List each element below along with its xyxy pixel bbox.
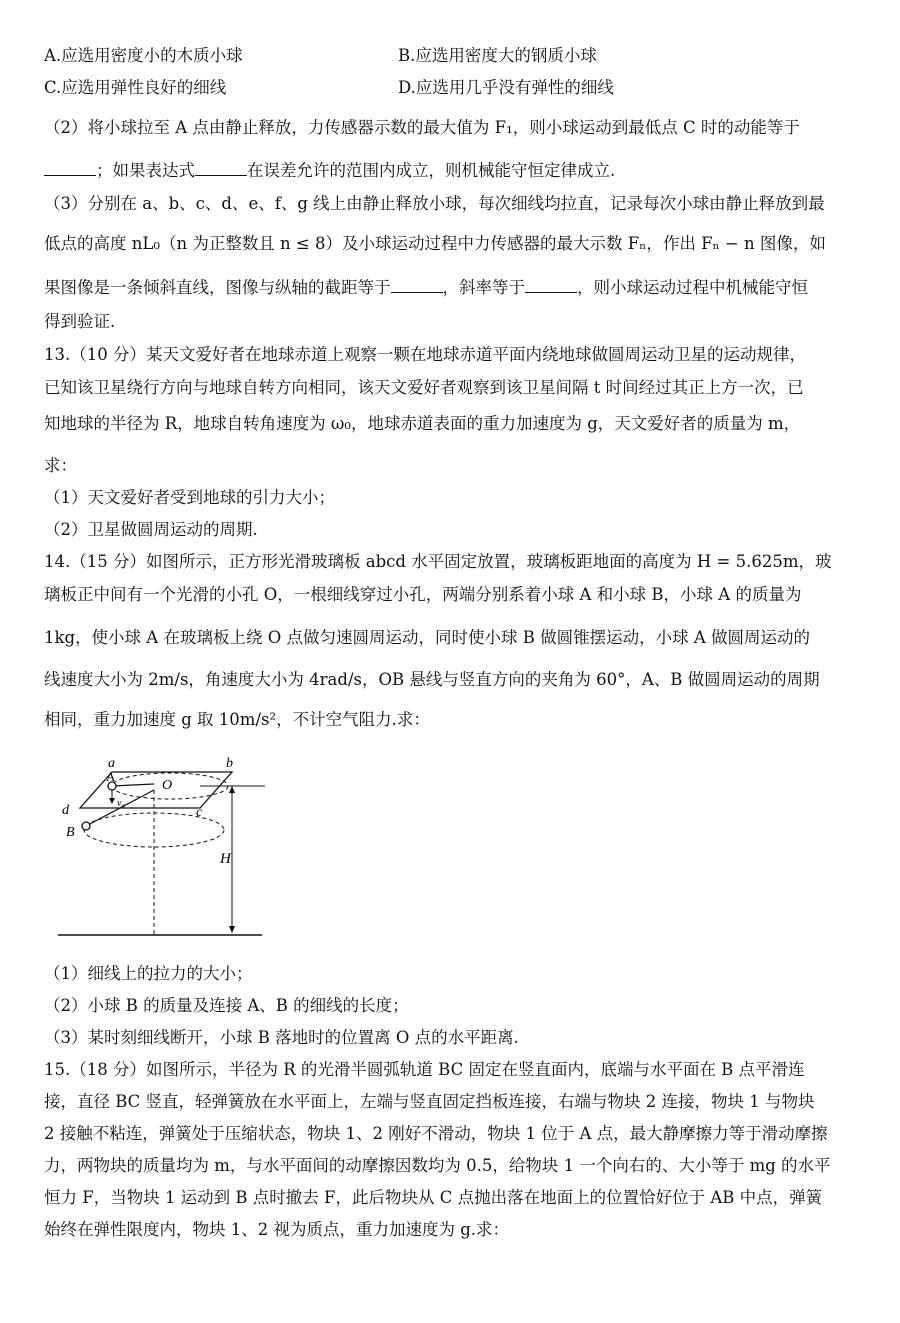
glass-plate-figure <box>50 750 265 940</box>
height-arrow-bottom <box>229 926 235 933</box>
q15-line3: 2 接触不粘连，弹簧处于压缩状态，物块 1、2 刚好不滑动，物块 1 位于 A 点，最大静摩擦力等于滑动摩擦 <box>44 1124 828 1143</box>
q14-line4: 线速度大小为 2m/s，角速度大小为 4rad/s，OB 悬线与竖直方向的夹角为 60°，A、B 做圆周运动的周期 <box>44 670 820 689</box>
label-ball-b: B <box>66 825 75 840</box>
q15-line6: 始终在弹性限度内，物块 1、2 视为质点，重力加速度为 g.求： <box>44 1220 510 1239</box>
q12-3-line1: （3）分别在 a、b、c、d、e、f、g 线上由静止释放小球，每次细线均拉直，记录每次小球由静止释放到最 <box>44 194 825 213</box>
q13-sub1: （1）天文爱好者受到地球的引力大小； <box>44 488 335 507</box>
q12-3-line3: 果图像是一条倾斜直线，图像与纵轴的截距等于 ，斜率等于 ，则小球运动过程中机械能守恒 <box>44 278 808 297</box>
q14-line3: 1kg，使小球 A 在玻璃板上绕 O 点做匀速圆周运动，同时使小球 B 做圆锥摆运动，小球 A 做圆周运动的 <box>44 628 811 647</box>
label-ball-a: A <box>106 769 116 784</box>
label-o: O <box>162 778 173 793</box>
q13-line1: 13.（10 分）某天文爱好者在地球赤道上观察一颗在地球赤道平面内绕地球做圆周运动卫星的运动规律， <box>44 345 806 364</box>
q14-line5: 相同，重力加速度 g 取 10m/s²，不计空气阻力.求： <box>44 710 430 729</box>
q14-sub2: （2）小球 B 的质量及连接 A、B 的细线的长度； <box>44 996 409 1015</box>
q13-line4: 求： <box>44 456 77 475</box>
q12-2-line2: ；如果表达式 在误差允许的范围内成立，则机械能守恒定律成立. <box>44 159 615 183</box>
label-a: a <box>108 756 115 771</box>
option-d: D.应选用几乎没有弹性的细线 <box>398 78 614 97</box>
q13-sub2: （2）卫星做圆周运动的周期. <box>44 520 258 539</box>
q14-line2: 璃板正中间有一个光滑的小孔 O，一根细线穿过小孔，两端分别系着小球 A 和小球 B，小球 A 的质量为 <box>44 585 802 604</box>
option-c: C.应选用弹性良好的细线 <box>44 78 227 97</box>
option-a: A.应选用密度小的木质小球 <box>44 46 243 65</box>
q12-3-line4: 得到验证. <box>44 312 116 331</box>
velocity-arrowhead <box>109 798 115 804</box>
answer-blank-slope[interactable] <box>525 278 577 293</box>
string-oa <box>112 784 154 786</box>
height-arrow-top <box>229 786 235 793</box>
q14-sub1: （1）细线上的拉力的大小； <box>44 964 253 983</box>
label-c: c <box>196 805 203 820</box>
q15-line5: 恒力 F，当物块 1 运动到 B 点时撤去 F，此后物块从 C 点抛出落在地面上的位置恰好位于 AB 中点，弹簧 <box>44 1188 823 1207</box>
q15-line2: 接，直径 BC 竖直，轻弹簧放在水平面上，左端与竖直固定挡板连接，右端与物块 2 连接，物块 1 与物块 <box>44 1092 815 1111</box>
label-b: b <box>226 756 233 771</box>
ball-b <box>82 822 90 830</box>
q15-line1: 15.（18 分）如图所示，半径为 R 的光滑半圆弧轨道 BC 固定在竖直面内，底端与水平面在 B 点平滑连 <box>44 1060 805 1079</box>
glass-plate <box>80 772 232 808</box>
answer-blank-intercept[interactable] <box>391 278 443 293</box>
q13-line3: 知地球的半径为 R，地球自转角速度为 ω₀，地球赤道表面的重力加速度为 g，天文爱好者的质量为 m， <box>44 414 801 433</box>
option-b: B.应选用密度大的钢质小球 <box>398 46 597 65</box>
label-v0: v₀ <box>117 798 125 809</box>
label-d: d <box>62 803 69 818</box>
q14-line1: 14.（15 分）如图所示，正方形光滑玻璃板 abcd 水平固定放置，玻璃板距地面的高度为 H = 5.625m，玻 <box>44 552 832 571</box>
q13-line2: 已知该卫星绕行方向与地球自转方向相同，该天文爱好者观察到该卫星间隔 t 时间经过其正上方一次，已 <box>44 378 804 397</box>
q14-sub3: （3）某时刻细线断开，小球 B 落地时的位置离 O 点的水平距离. <box>44 1028 519 1047</box>
answer-blank-kinetic-energy[interactable] <box>44 161 96 176</box>
q15-line4: 力，两物块的质量均为 m，与水平面间的动摩擦因数均为 0.5，给物块 1 一个向右的、大小等于 mg 的水平 <box>44 1156 831 1175</box>
answer-blank-expression[interactable] <box>195 161 247 176</box>
q12-2-line1: （2）将小球拉至 A 点由静止释放，力传感器示数的最大值为 F₁，则小球运动到最低点 C 时的动能等于 <box>44 118 800 137</box>
q12-3-line2: 低点的高度 nL₀（n 为正整数且 n ≤ 8）及小球运动过程中力传感器的最大示数 Fₙ，作出 Fₙ − n 图像，如 <box>44 234 826 253</box>
label-h: H <box>220 851 231 867</box>
